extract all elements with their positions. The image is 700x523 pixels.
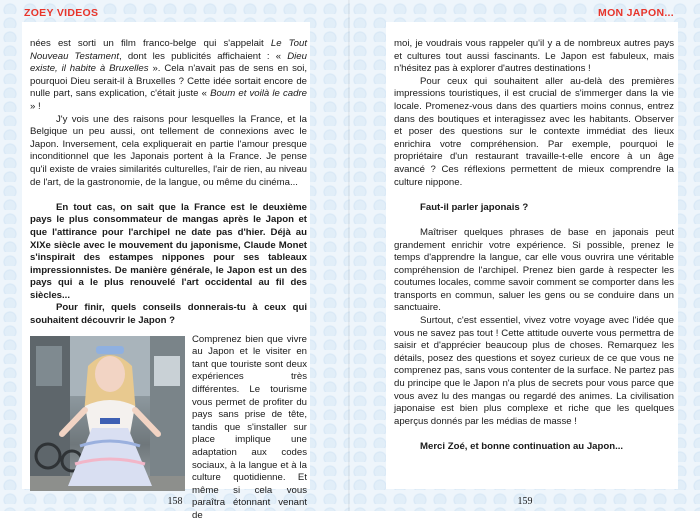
- right-paragraph-1: moi, je voudrais vous rappeler qu'il y a de nombreux autres pays et cultures tout aussi fascinants. Le Japon est fabuleux, mais n'hésitez pas à explorer d'autres destinations !: [394, 38, 674, 75]
- quote-2: Boum et voilà le cadre: [210, 88, 307, 100]
- question-1: En tout cas, on sait que la France est le deuxième pays le plus consommateur de mangas après le Japon et que l'attirance pour l'archipel ne date pas d'hier. Déjà au XIXe siècle avec le mouvement du japonisme, Claude Monet s'inspirait des estampes nippones pour ses tableaux impressionnistes. De manière générale, le Japon est un des pays qui a le plus renouvelé l'art occidental au fil des siècles...: [30, 201, 307, 301]
- answer-text: Comprenez bien que vivre au Japon et le visiter en tant que touriste sont deux expériences très différentes. Le tourisme vous permet de profiter du pays sans prise de tête, tandis que s'installer sur place implique une adaptation aux codes sociaux, à la langue et à la culture quotidienne. Et même si cela vous paraîtra étonnant venant de: [192, 333, 307, 521]
- left-paragraph-1: nées est sorti un film franco-belge qui s'appelait Le Tout Nouveau Testament, dont les publicités affichaient : « Dieu existe, il habite à Bruxelles ». Cela n'avait pas de sens en soi, pourquoi Dieu serait-il à Bruxelles ? Cette idée sortait encore de nulle part, sans explication, c'était juste « Boum et voilà le cadre » !: [30, 38, 307, 112]
- right-paragraph-4: Surtout, c'est essentiel, vivez votre voyage avec l'idée que vous ne savez pas tout ! Cette attitude ouverte vous permettra de saisir et d'apprécier beaucoup plus de choses. Remarquez les détails, posez des questions et soyez curieux de ce que vous ne comprenez pas, sans vous contenter de la surface. Ne partez pas du principe que le Japon n'a plus de secrets pour vous parce que vous avez lu des mangas ou regardé des animes. La civilisation japonaise est bien plus complexe et riche que les quelques aperçus donnés par les médias de masse !: [394, 315, 674, 427]
- question-3: Faut-il parler japonais ?: [420, 201, 529, 213]
- question-2: Pour finir, quels conseils donnerais-tu à ceux qui souhaitent découvrir le Japon ?: [30, 302, 307, 327]
- right-running-head: MON JAPON...: [598, 7, 674, 19]
- right-paragraph-3: Maîtriser quelques phrases de base en japonais peut grandement enrichir votre expérience. Si possible, prenez le temps d'apprendre la langue, car elle vous ouvrira une véritable compréhension de l'archipel. Prenez bien garde à respecter les coutumes locales, comme savoir comment se comporter dans les transports en commun, saluer les gens ou se conduire dans un sanctuaire.: [394, 226, 674, 314]
- portrait-photo: [30, 336, 185, 491]
- right-paragraph-2: Pour ceux qui souhaitent aller au-delà des premières impressions touristiques, il est crucial de s'immerger dans la vie locale. Promenez-vous dans des quartiers moins connus, entrez dans des boutiques et interagissez avec les habitants. Observer et poser des questions sur le contexte immédiat des lieux enrichira votre compréhension. Par exemple, pourquoi le propriétaire d'un restaurant travaille-t-elle encore à un âge avancé ? Ces réflexions permettent de mieux comprendre la culture nippone.: [394, 75, 674, 188]
- closing-line: Merci Zoé, et bonne continuation au Japon...: [420, 441, 624, 452]
- left-paragraph-2: J'y vois une des raisons pour lesquelles la France, et la Belgique un peu aussi, ont tellement de connexions avec le Japon. Inversement, cela expliquerait en partie l'amour presque inconditionnel que les Japonais portent à la France. Je pense qu'il existe de vraies similarités culturelles, l'air de rien, au niveau de l'art, de la gastronomie, de la langue, ou même du cinéma...: [30, 113, 307, 188]
- left-page: [0, 0, 350, 521]
- portrait-illustration: [30, 336, 185, 491]
- right-page: [350, 0, 700, 511]
- left-running-head: ZOEY VIDEOS: [24, 7, 99, 19]
- right-text-column: [394, 38, 674, 454]
- film-title: Le Tout Nouveau Testament: [30, 38, 307, 62]
- right-page-number: 159: [517, 496, 533, 507]
- quote-1: Dieu existe, il habite à Bruxelles: [30, 50, 307, 75]
- left-page-number: 158: [167, 496, 183, 507]
